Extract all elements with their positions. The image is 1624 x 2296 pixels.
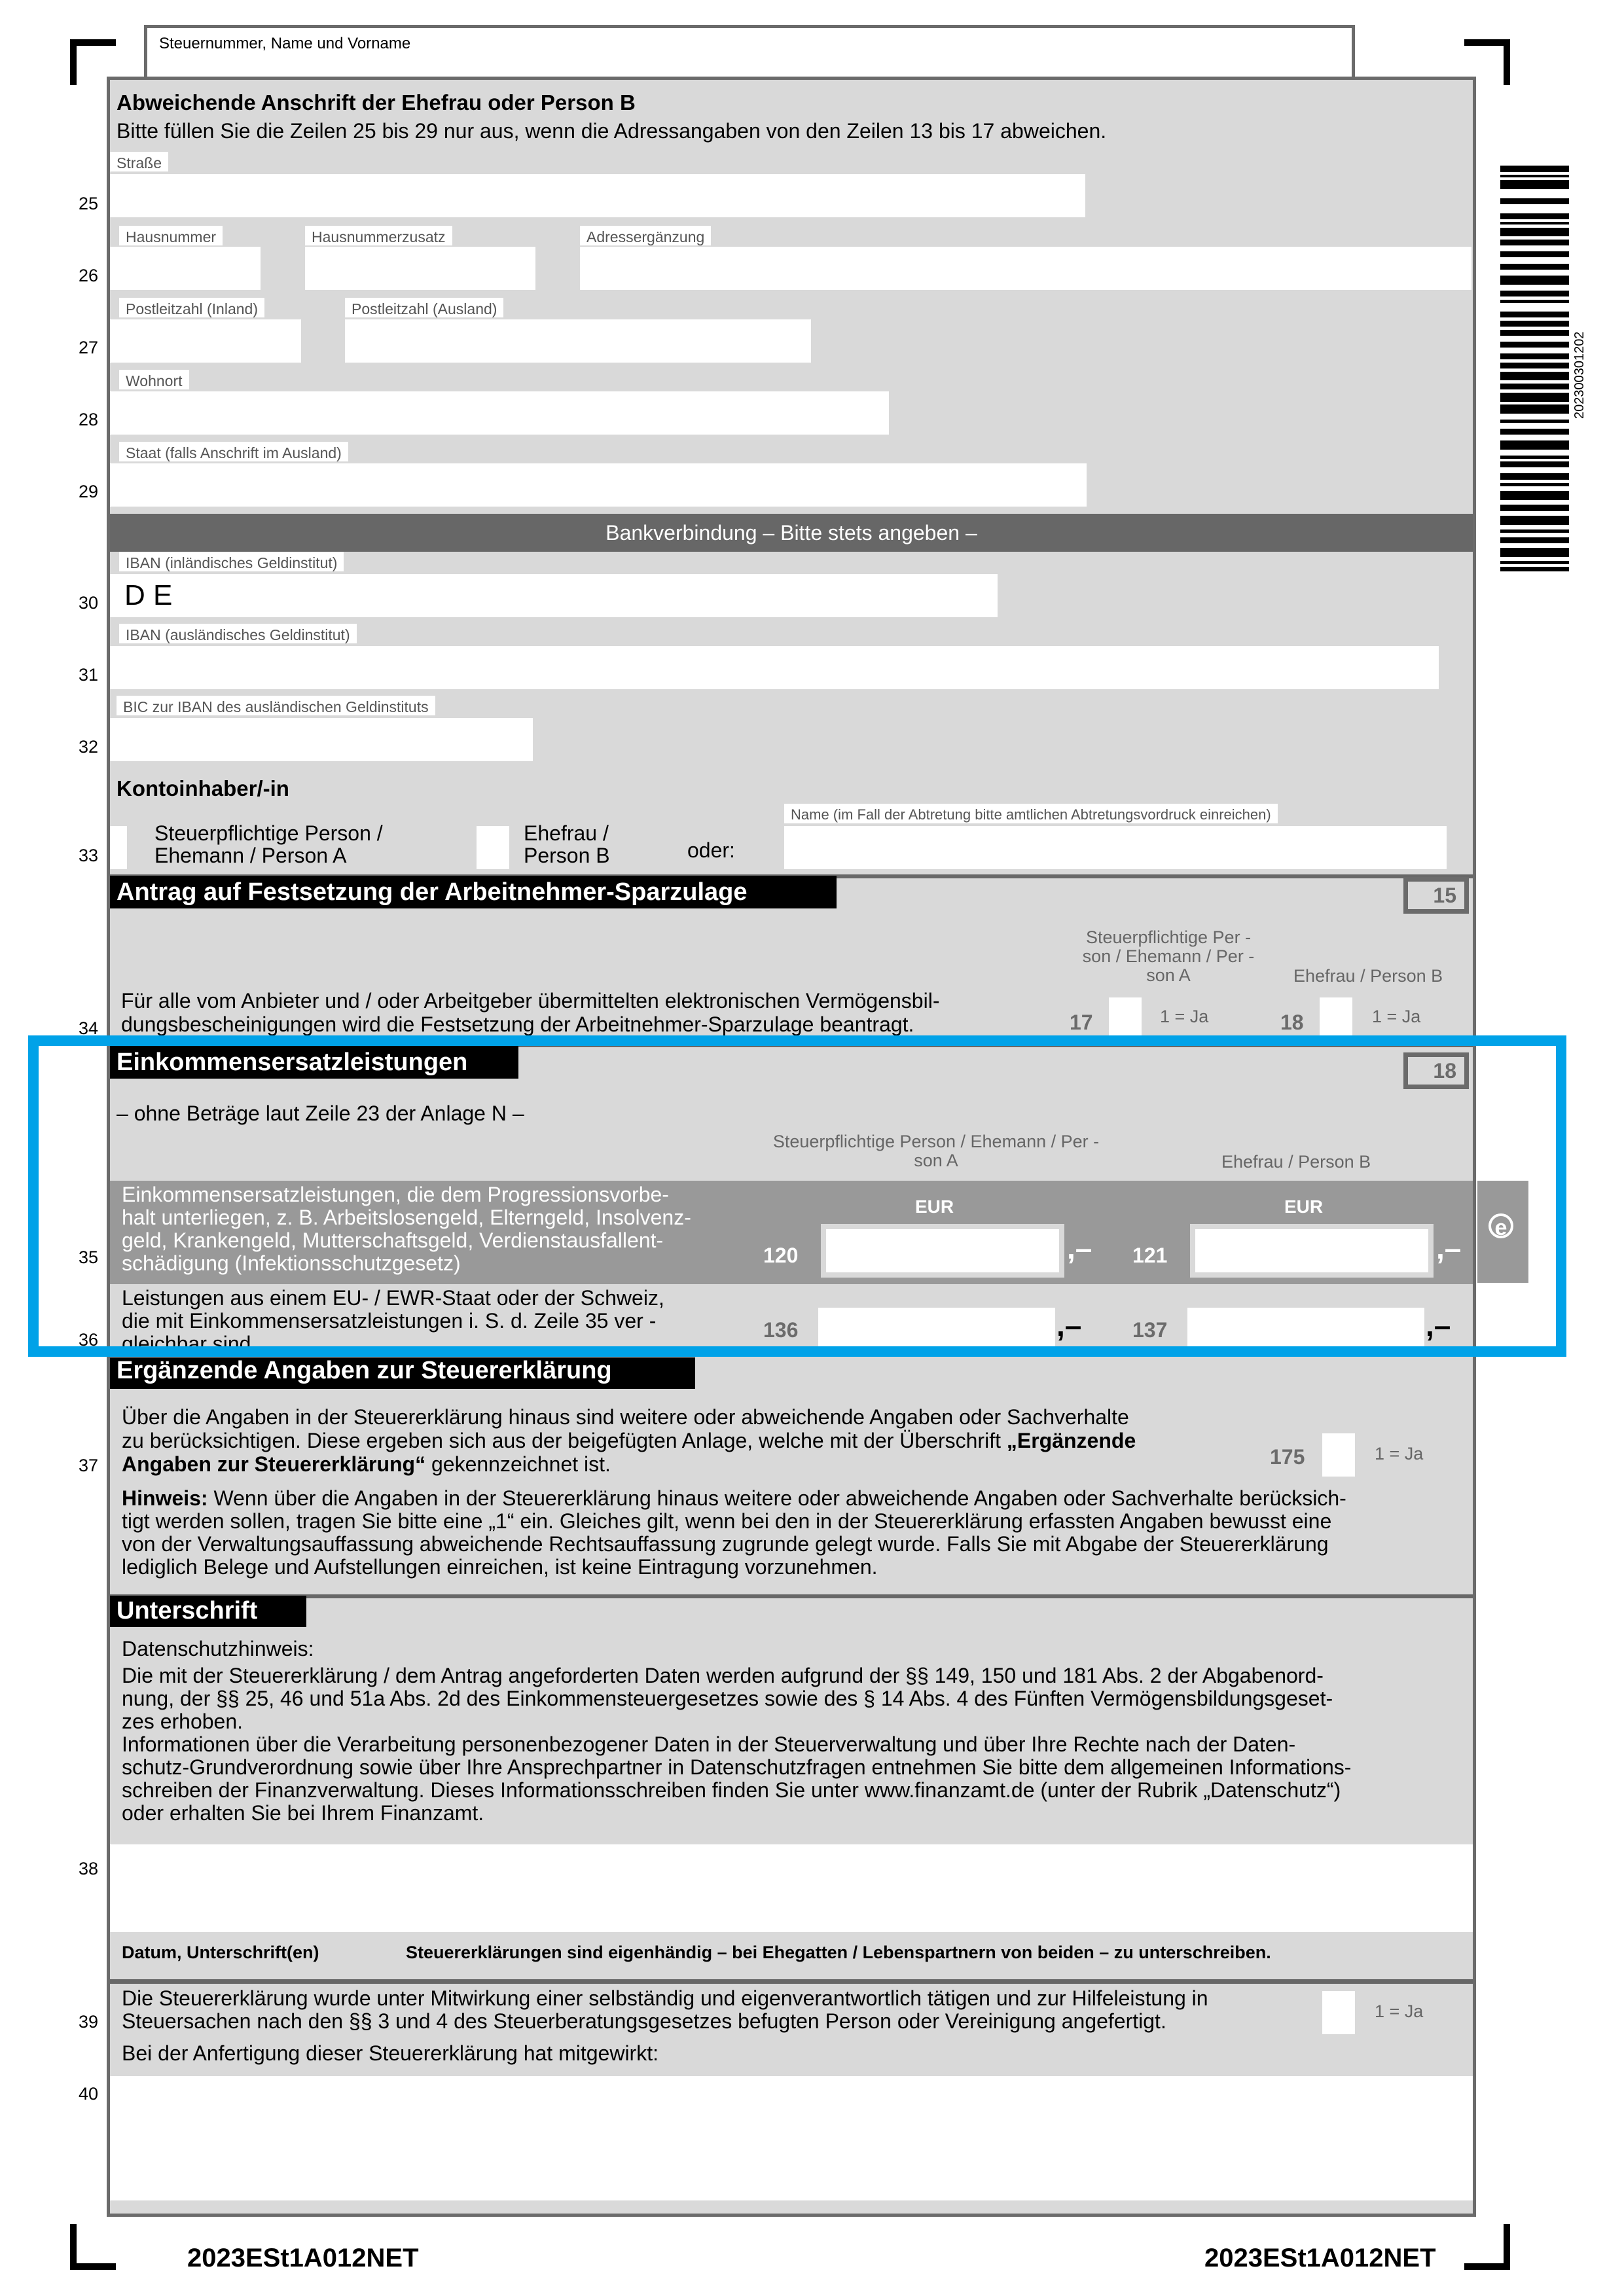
postal-code-domestic-input[interactable] (110, 319, 301, 363)
einkommensersatz-col-a-header: Steuerpflichtige Person / Ehemann / Per - son A (772, 1132, 1100, 1170)
ergaenzende-text-2: zu berücksichtigen. Diese ergeben sich aus der beigefügten Anlage, welche mit der Überschrift „Ergänzende (122, 1429, 1136, 1452)
street-input[interactable] (110, 174, 1085, 217)
row-35-amount-a-input[interactable] (826, 1229, 1059, 1272)
account-holder-person-b-label-2: Person B (524, 844, 610, 867)
row-35-suffix-a: ,– (1067, 1231, 1092, 1265)
account-holder-name-input[interactable] (784, 826, 1447, 869)
privacy-notice: Datenschutzhinweis: Die mit der Steuererklärung / dem Antrag angeforderten Daten werden aufgrund der §§ 149, 150 und 181 Abs. 2 der Abgabenord- nung, der §§ 25, 46 und 51a Abs. 2d des Einkommensteuergesetzes sowie des § 14 Abs. 4 des Fünften Vermögensbildungsgeset- zes erhoben. Informationen über die Verarbeitung personenbezogener Daten in der Steuerverwaltung und über Ihre Rechte nach der Daten- schutz-Grundverordnung sowie über Ihre Ansprechpartner in Datenschutzfragen entnehmen Sie bitte dem allgemeinen Informations- schreiben der Finanzverwaltung. Dieses Informationsschreiben finden Sie unter www.finanzamt.de (unter der Rubrik „Datenschutz“) oder erhalten Sie bei Ihrem Finanzamt. (122, 1637, 1352, 1825)
sparzulage-text-1: Für alle vom Anbieter und / oder Arbeitgeber übermittelten elektronischen Vermögensbil- (121, 989, 940, 1013)
row-35-kz-120: 120 (763, 1244, 799, 1267)
signature-area[interactable] (110, 1844, 1473, 1932)
ergaenzende-kz-175: 175 (1270, 1445, 1305, 1469)
address-supplement-input[interactable] (580, 247, 1471, 290)
helper-label: Bei der Anfertigung dieser Steuererklärung hat mitgewirkt: (122, 2041, 659, 2065)
e-circle-icon: e (1489, 1213, 1513, 1238)
row-36-suffix-b: ,– (1426, 1308, 1451, 1342)
date-signature-label: Datum, Unterschrift(en) (122, 1943, 319, 1962)
line-number-28: 28 (78, 410, 98, 429)
house-number-label: Hausnummer (119, 226, 223, 245)
iban-foreign-input[interactable] (110, 646, 1439, 689)
eur-label-a: EUR (915, 1196, 954, 1217)
line-number-37: 37 (78, 1456, 98, 1475)
address-section-title: Abweichende Anschrift der Ehefrau oder Person B (117, 90, 636, 115)
section-divider (110, 1594, 1473, 1598)
iban-domestic-value: D E (124, 579, 173, 611)
registration-mark-bottom-left (70, 2224, 116, 2270)
account-holder-person-b-label-1: Ehefrau / (524, 821, 609, 845)
sparzulage-text-2: dungsbescheinigungen wird die Festsetzung der Arbeitnehmer-Sparzulage beantragt. (121, 1013, 914, 1036)
line-number-31: 31 (78, 665, 98, 685)
ergaenzende-section-title: Ergänzende Angaben zur Steuererklärung (110, 1357, 695, 1389)
iban-domestic-input[interactable] (110, 574, 998, 617)
sparzulage-ja-a: 1 = Ja (1160, 1007, 1209, 1026)
row-36-description: Leistungen aus einem EU- / EWR-Staat oder der Schweiz, die mit Einkommensersatzleistungen i. S. d. Zeile 35 ver - gleichbar sind (122, 1286, 664, 1355)
ergaenzende-checkbox[interactable] (1322, 1433, 1355, 1477)
house-number-input[interactable] (110, 247, 261, 290)
house-number-suffix-input[interactable] (305, 247, 535, 290)
line-number-29: 29 (78, 482, 98, 501)
row-36-amount-a-input[interactable] (818, 1308, 1055, 1352)
helper-area[interactable] (110, 2076, 1473, 2206)
sparzulage-kz-17: 17 (1070, 1011, 1093, 1034)
sparzulage-person-b-checkbox[interactable] (1320, 997, 1352, 1037)
sparzulage-col-a-header: Steuerpflichtige Per - son / Ehemann / Per - son A (1082, 927, 1255, 985)
ergaenzende-ja: 1 = Ja (1375, 1444, 1424, 1463)
line-number-33: 33 (78, 846, 98, 865)
sparzulage-section-title: Antrag auf Festsetzung der Arbeitnehmer-Sparzulage (110, 876, 837, 908)
line-number-39: 39 (78, 2012, 98, 2032)
line-number-30: 30 (78, 593, 98, 613)
sparzulage-section-number: 15 (1403, 877, 1469, 914)
registration-mark-bottom-right (1464, 2224, 1510, 2270)
e-badge (1477, 1181, 1528, 1283)
address-supplement-label: Adressergänzung (580, 226, 711, 245)
postal-code-foreign-label: Postleitzahl (Ausland) (345, 298, 503, 317)
sparzulage-person-a-checkbox[interactable] (1109, 997, 1142, 1037)
line-number-38: 38 (78, 1859, 98, 1878)
einkommensersatz-section-title: Einkommensersatzleistungen (110, 1046, 518, 1079)
account-holder-name-label: Name (im Fall der Abtretung bitte amtlichen Abtretungsvordruck einreichen) (784, 804, 1278, 823)
account-holder-person-a-checkbox[interactable] (110, 826, 127, 869)
row-35-kz-121: 121 (1132, 1244, 1168, 1267)
bic-input[interactable] (110, 718, 533, 761)
line-number-35: 35 (78, 1247, 98, 1267)
form-code-left: 2023ESt1A012NET (187, 2244, 419, 2272)
sparzulage-ja-b: 1 = Ja (1372, 1007, 1421, 1026)
account-holder-title: Kontoinhaber/-in (117, 776, 289, 800)
sparzulage-col-b-header: Ehefrau / Person B (1293, 966, 1443, 986)
bank-section-header: Bankverbindung – Bitte stets angeben – (110, 514, 1473, 552)
street-label: Straße (110, 152, 168, 171)
barcode-number: 202300301202 (1572, 331, 1587, 419)
form-bottom-strip (110, 2200, 1473, 2207)
line-number-26: 26 (78, 266, 98, 285)
ergaenzende-hint: Hinweis: Wenn über die Angaben in der Steuererklärung hinaus weitere oder abweichende Angaben oder Sachverhalte berücksich- tigt werden sollen, tragen Sie bitte eine „1“ ein. Gleiches gilt, wenn bei den in der Steuererklärung erfassten Angaben bewusst eine von der Verwaltungsauffassung abweichende Rechtsauffassung zugrunde gelegt wurde. Falls Sie mit Abgabe der Steuererklärung lediglich Belege und Aufstellungen einreichen, ist keine Eintragung vorzunehmen. (122, 1486, 1346, 1579)
line-number-25: 25 (78, 194, 98, 213)
account-holder-person-b-checkbox[interactable] (477, 826, 509, 869)
ergaenzende-text-3: Angaben zur Steuererklärung“ gekennzeichnet ist. (122, 1452, 611, 1476)
line-number-32: 32 (78, 737, 98, 757)
sparzulage-kz-18: 18 (1280, 1011, 1304, 1034)
section-divider (110, 1979, 1473, 1984)
line-number-40: 40 (78, 2084, 98, 2104)
advisor-ja: 1 = Ja (1375, 2001, 1424, 2021)
iban-domestic-label: IBAN (inländisches Geldinstitut) (119, 552, 344, 571)
country-input[interactable] (110, 463, 1087, 507)
row-35-suffix-b: ,– (1436, 1231, 1462, 1265)
einkommensersatz-col-b-header: Ehefrau / Person B (1221, 1152, 1371, 1172)
einkommensersatz-section-number: 18 (1403, 1052, 1469, 1089)
or-label: oder: (687, 838, 735, 862)
postal-code-foreign-input[interactable] (345, 319, 811, 363)
iban-foreign-label: IBAN (ausländisches Geldinstitut) (119, 624, 357, 643)
line-number-36: 36 (78, 1330, 98, 1350)
signature-note: Steuererklärungen sind eigenhändig – bei Ehegatten / Lebenspartnern von beiden – zu unterschreiben. (406, 1943, 1271, 1962)
city-label: Wohnort (119, 370, 189, 389)
country-label: Staat (falls Anschrift im Ausland) (119, 442, 348, 461)
tax-number-name-label: Steuernummer, Name und Vorname (159, 35, 411, 52)
einkommensersatz-subtitle: – ohne Beträge laut Zeile 23 der Anlage N – (117, 1102, 524, 1125)
line-number-27: 27 (78, 338, 98, 357)
account-holder-person-a-label-1: Steuerpflichtige Person / (154, 821, 383, 845)
row-36-kz-137: 137 (1132, 1318, 1168, 1342)
house-number-suffix-label: Hausnummerzusatz (305, 226, 452, 245)
postal-code-domestic-label: Postleitzahl (Inland) (119, 298, 264, 317)
ergaenzende-text-1: Über die Angaben in der Steuererklärung hinaus sind weitere oder abweichende Angaben oder Sachverhalte (122, 1405, 1129, 1429)
advisor-checkbox[interactable] (1322, 1991, 1355, 2034)
eur-label-b: EUR (1284, 1196, 1324, 1217)
address-instruction: Bitte füllen Sie die Zeilen 25 bis 29 nur aus, wenn die Adressangaben von den Zeilen 13 bis 17 abweichen. (117, 119, 1107, 143)
row-35-amount-b-input[interactable] (1195, 1229, 1428, 1272)
row-36-amount-b-input[interactable] (1187, 1308, 1424, 1352)
bic-label: BIC zur IBAN des ausländischen Geldinstituts (117, 696, 435, 715)
advisor-text: Die Steuererklärung wurde unter Mitwirkung einer selbständig und eigenverantwortlich tätigen und zur Hilfeleistung in Steuersachen nach den §§ 3 und 4 des Steuerberatungsgesetzes befugten Person oder Vereinigung angefertigt. (122, 1986, 1208, 2033)
city-input[interactable] (110, 391, 889, 435)
row-35-description: Einkommensersatzleistungen, die dem Progressionsvorbe- halt unterliegen, z. B. Arbeitslosengeld, Elterngeld, Insolvenz- geld, Krankengeld, Mutterschaftsgeld, Verdienstausfallent- schädigung (Infektionsschutzgesetz) (122, 1183, 691, 1275)
account-holder-person-a-label-2: Ehemann / Person A (154, 844, 347, 867)
tax-number-name-field[interactable] (144, 25, 1355, 77)
form-code-right: 2023ESt1A012NET (1204, 2244, 1436, 2272)
barcode (1500, 166, 1569, 571)
signature-section-title: Unterschrift (110, 1596, 306, 1627)
row-36-kz-136: 136 (763, 1318, 799, 1342)
line-number-34: 34 (78, 1018, 98, 1038)
row-36-suffix-a: ,– (1056, 1308, 1082, 1342)
